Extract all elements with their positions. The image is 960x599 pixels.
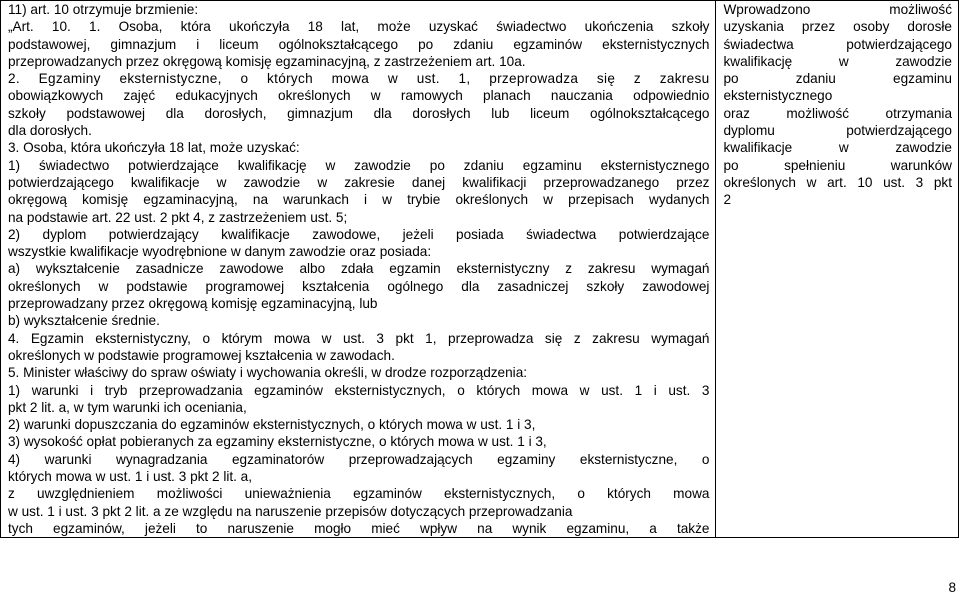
text-line: potwierdzającego kwalifikacje w zawodzie w zakresie danej kwalifikacji przeprowadzanego przez (8, 174, 710, 190)
text-line: określonych w podstawie programowej kształcenia ogólnego dla zasadniczej szkoły zawodowej (8, 278, 710, 294)
text-line: a) wykształcenie zasadnicze zawodowe albo zdała egzamin eksternistyczny z zakresu wymagań (8, 261, 710, 277)
note-line: kwalifikacje w zawodzie (723, 140, 952, 156)
text-line: przeprowadzanych przez okręgową komisję egzaminacyjną, z zastrzeżeniem art. 10a. (8, 53, 526, 69)
text-line: pkt 2 lit. a, w tym warunki ich oceniania, (8, 399, 247, 415)
text-line: 2. Egzaminy eksternistyczne, o których mowa w ust. 1, przeprowadza się z zakresu (8, 71, 710, 87)
text-line: 2) dyplom potwierdzający kwalifikacje zawodowe, jeżeli posiada świadectwa potwierdzające (8, 226, 710, 242)
note-line: 2 (723, 192, 732, 208)
note-line: po zdaniu egzaminu (723, 71, 952, 87)
text-line: b) wykształcenie średnie. (8, 313, 160, 329)
text-line: 1) świadectwo potwierdzające kwalifikację w zawodzie po zdaniu egzaminu eksternistycznego (8, 157, 710, 173)
side-note-cell (716, 1, 959, 538)
note-line: Wprowadzono możliwość (723, 2, 952, 17)
note-line: uzyskania przez osoby dorosłe (723, 19, 952, 35)
text-line: „Art. 10. 1. Osoba, która ukończyła 18 lat, może uzyskać świadectwo ukończenia szkoły (8, 19, 710, 35)
table-row (1, 1, 959, 538)
text-line: 2) warunki dopuszczania do egzaminów eksternistycznych, o których mowa w ust. 1 i 3, (8, 417, 536, 433)
note-line: określonych w art. 10 ust. 3 pkt (723, 174, 952, 190)
text-line: tych egzaminów, jeżeli to naruszenie mogło mieć wpływ na wynik egzaminu, a także (8, 520, 710, 536)
text-line: z uwzględnieniem możliwości unieważnienia egzaminów eksternistycznych, o których mowa (8, 486, 710, 502)
text-line: wszystkie kwalifikacje wyodrębnione w danym zawodzie oraz posiada: (8, 244, 432, 260)
text-line: 3) wysokość opłat pobieranych za egzaminy eksternistyczne, o których mowa w ust. 1 i 3, (8, 434, 547, 450)
note-line: eksternistycznego (723, 88, 833, 104)
text-line: okręgową komisję egzaminacyjną, na warunkach i w trybie określonych w przepisach wydanych (8, 192, 710, 208)
main-text-cell (1, 1, 716, 538)
text-line: 1) warunki i tryb przeprowadzania egzaminów eksternistycznych, o których mowa w ust. 1 i ust. 3 (8, 382, 710, 398)
text-line: których mowa w ust. 1 i ust. 3 pkt 2 lit. a, (8, 469, 253, 485)
text-line: określonych w podstawie programowej kształcenia w zawodach. (8, 347, 395, 363)
text-line: przeprowadzany przez okręgową komisję egzaminacyjną, lub (8, 296, 378, 312)
text-line: szkoły podstawowej dla dorosłych, gimnazjum dla dorosłych lub liceum ogólnokształcącego (8, 105, 710, 121)
text-line: dla dorosłych. (8, 123, 92, 139)
note-line: świadectwa potwierdzającego (723, 36, 952, 52)
text-line: 4. Egzamin eksternistyczny, o którym mowa w ust. 3 pkt 1, przeprowadza się z zakresu wymagań (8, 330, 710, 346)
text-line: podstawowej, gimnazjum i liceum ogólnokształcącego po zdaniu egzaminów eksternistycznych (8, 36, 710, 52)
text-line: 3. Osoba, która ukończyła 18 lat, może uzyskać: (8, 140, 300, 156)
text-line: obowiązkowych zajęć edukacyjnych określonych w ramowych planach nauczania odpowiednio (8, 88, 710, 104)
text-line: 5. Minister właściwy do spraw oświaty i wychowania określi, w drodze rozporządzenia: (8, 365, 528, 381)
note-line: kwalifikację w zawodzie (723, 53, 952, 69)
text-line: 4) warunki wynagradzania egzaminatorów przeprowadzających egzaminy eksternistyczne, o (8, 451, 710, 467)
text-line: w ust. 1 i ust. 3 pkt 2 lit. a ze względu na naruszenie przepisów dotyczących przeprowadzania (8, 503, 573, 519)
text-line: na podstawie art. 22 ust. 2 pkt 4, z zastrzeżeniem ust. 5; (8, 209, 348, 225)
note-line: po spełnieniu warunków (723, 157, 952, 173)
note-line: dyplomu potwierdzającego (723, 123, 952, 139)
note-line: oraz możliwość otrzymania (723, 105, 952, 121)
page-number: 8 (948, 580, 956, 595)
text-line: 11) art. 10 otrzymuje brzmienie: (8, 2, 199, 17)
